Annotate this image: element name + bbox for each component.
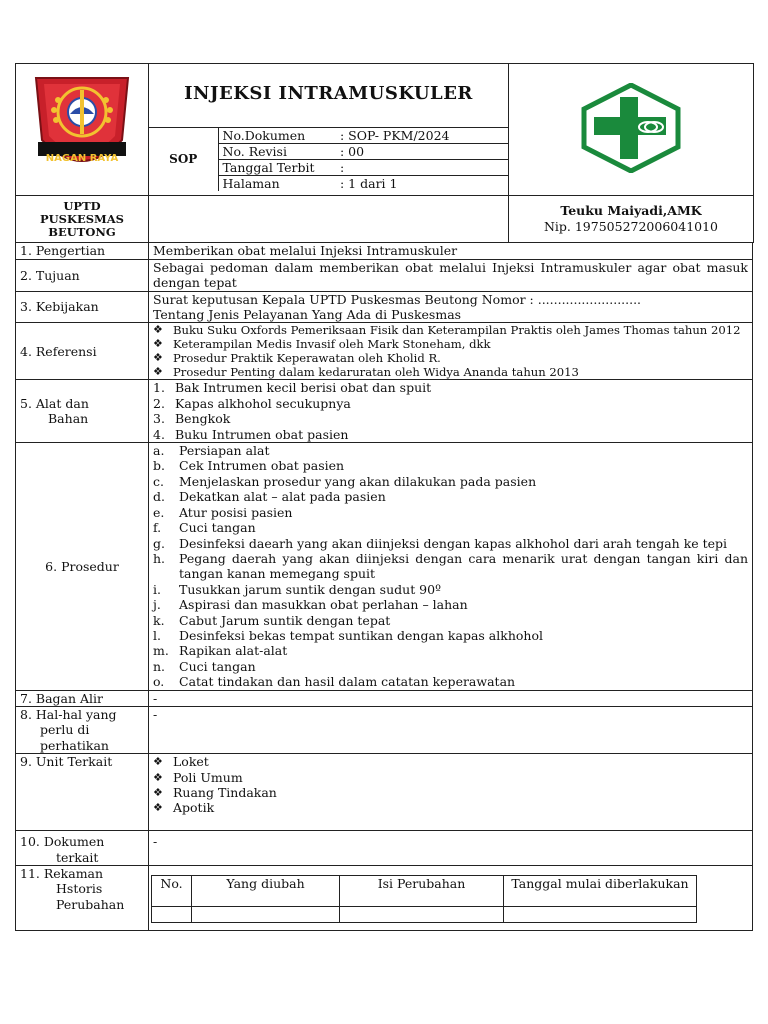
meta-key: No.Dokumen [218,128,336,144]
item-number: 3. [153,411,165,427]
label-line: perhatikan [40,737,109,753]
row-content [149,323,753,380]
list-item [153,474,748,489]
list-item [153,365,748,379]
row-label: 1. Pengertian [16,243,149,259]
list-item [153,643,748,658]
column-header: Tanggal mulai diberlakukan [504,876,697,907]
row-content [149,380,753,443]
table-header-row [152,876,697,907]
item-text: Desinfeksi daearh yang akan diinjeksi dengan kapas alkhohol dari arah tengah ke tepi [179,535,728,551]
row-label [16,831,149,866]
table-cell [340,907,504,923]
diamond-bullet-icon: ❖ [153,351,163,365]
diamond-bullet-icon: ❖ [153,801,163,815]
label-line: Hstoris [56,881,103,897]
item-text: Cuci tangan [179,520,256,536]
row-referensi [16,323,753,380]
document-title: INJEKSI INTRAMUSKULER [149,64,509,123]
item-text: Rapikan alat-alat [179,643,288,659]
row-label [16,380,149,443]
list-item [153,770,748,785]
row-rekaman [16,866,753,931]
column-header: Isi Perubahan [340,876,504,907]
list-item [153,396,748,411]
unit-text: Loket [173,754,209,770]
item-letter: e. [153,504,165,520]
row-unit-terkait [16,754,753,831]
meta-value: : 00 [336,144,508,160]
item-text: Cek Intrumen obat pasien [179,458,345,474]
row-content [149,866,753,931]
label-line: 11. Rekaman [20,866,104,881]
row-prosedur [16,443,753,691]
diamond-bullet-icon: ❖ [153,365,163,379]
logo-left-cell [16,64,149,196]
row-content: - [149,690,753,706]
item-text: Bengkok [175,411,231,427]
row-label: 9. Unit Terkait [16,754,149,831]
row-kebijakan [16,291,753,323]
item-text: Cuci tangan [179,658,256,674]
item-text: Menjelaskan prosedur yang akan dilakukan pada pasien [179,473,537,489]
label-line: 8. Hal-hal yang [20,706,117,722]
row-alat-bahan [16,380,753,443]
item-text: Dekatkan alat – alat pada pasien [179,489,386,505]
sop-label: SOP [149,128,218,192]
list-item [153,551,748,582]
row-label: 4. Referensi [16,323,149,380]
label-line: terkait [56,849,99,865]
org-row [16,196,754,243]
item-text: Buku Intrumen obat pasien [175,426,349,442]
unit-text: Ruang Tindakan [173,785,277,800]
row-content [149,754,753,831]
diamond-bullet-icon: ❖ [153,337,163,351]
list-item [153,628,748,643]
item-text: Persiapan alat [179,443,270,459]
row-label: 6. Prosedur [16,443,149,691]
list-item [153,613,748,628]
meta-key: Tanggal Terbit [218,160,336,176]
list-item [153,800,748,815]
row-tujuan [16,259,753,291]
list-item [153,785,748,800]
item-letter: f. [153,520,162,536]
row-label: 3. Kebijakan [16,291,149,323]
referensi-text: Prosedur Praktik Keperawatan oleh Kholid R. [173,351,441,366]
meta-key: No. Revisi [218,144,336,160]
item-text: Cabut Jarum suntik dengan tepat [179,612,391,628]
item-text: Desinfeksi bekas tempat suntikan dengan kapas alkhohol [179,627,543,643]
item-number: 2. [153,395,165,411]
table-cell [504,907,697,923]
diamond-bullet-icon: ❖ [153,323,163,337]
item-letter: d. [153,489,165,505]
list-item [153,520,748,535]
row-hal-hal [16,706,753,753]
meta-value: : [336,160,508,176]
item-text: Catat tindakan dan hasil dalam catatan keperawatan [179,674,516,690]
row-content: Sebagai pedoman dalam memberikan obat melalui Injeksi Intramuskuler agar obat masuk dengan tepat [149,259,753,291]
item-letter: m. [153,643,169,659]
table-cell [192,907,340,923]
item-text: Aspirasi dan masukkan obat perlahan – lahan [179,597,468,613]
diamond-bullet-icon: ❖ [153,786,163,799]
blank-cell [149,196,509,243]
puskesmas-logo-icon [580,83,682,173]
list-item [153,458,748,473]
org-line: UPTD [63,198,101,213]
list-item [153,337,748,351]
table-row [152,907,697,923]
row-label: 2. Tujuan [16,259,149,291]
item-text: Atur posisi pasien [179,504,293,520]
item-text: Bak Intrumen kecil berisi obat dan spuit [175,380,432,396]
label-line: 10. Dokumen [20,834,105,850]
org-line: PUSKESMAS [39,211,124,226]
meta-cell [149,123,509,196]
diamond-bullet-icon: ❖ [153,770,163,784]
row-content: Memberikan obat melalui Injeksi Intramuskuler [149,243,753,259]
item-text: Tusukkan jarum suntik dengan sudut 90º [179,581,441,597]
list-item [153,536,748,551]
list-item [153,351,748,365]
label-line: perlu di [40,722,90,738]
item-text: Pegang daerah yang akan diinjeksi dengan cara menarik urat dengan tangan kiri dan tangan kanan memegang spuit [179,550,748,582]
meta-value: : SOP- PKM/2024 [336,128,508,144]
item-letter: l. [153,627,161,643]
history-table [151,875,697,923]
row-bagan-alir [16,690,753,706]
row-pengertian [16,243,753,259]
column-header: No. [152,876,192,907]
signer-cell [509,196,754,243]
list-item [153,323,748,337]
row-label [16,706,149,753]
signer-name: Teuku Maiyadi,AMK [560,203,702,219]
row-dokumen-terkait [16,831,753,866]
row-content: - [149,706,753,753]
row-label: 7. Bagan Alir [16,690,149,706]
list-item [153,582,748,597]
diamond-bullet-icon: ❖ [153,755,163,769]
item-number: 4. [153,426,165,442]
item-letter: i. [153,581,161,597]
row-content: - [149,831,753,866]
row-content [149,291,753,323]
unit-text: Poli Umum [173,769,243,785]
item-letter: h. [153,550,166,566]
sop-document [15,63,753,931]
list-item [153,489,748,504]
item-letter: c. [153,473,164,489]
item-letter: k. [153,612,165,628]
list-item [153,505,748,520]
list-item [153,427,748,442]
row-label [16,866,149,931]
meta-value: : 1 dari 1 [336,176,508,192]
org-name [16,196,149,243]
list-item [153,443,748,458]
column-header: Yang diubah [192,876,340,907]
item-letter: j. [153,597,161,613]
list-item [153,597,748,612]
item-letter: b. [153,458,165,474]
meta-key: Halaman [218,176,336,192]
org-line: BEUTONG [48,224,116,239]
row-content [149,443,753,691]
signer-nip: Nip. 197505272006041010 [543,219,719,235]
kebijakan-line: Surat keputusan Kepala UPTD Puskesmas Beutong Nomor : .......................... [153,291,642,307]
item-letter: g. [153,535,165,551]
list-item [153,674,748,689]
referensi-text: Prosedur Penting dalam kedaruratan oleh Widya Ananda tahun 2013 [173,365,579,380]
emblem-text: NAGAN RAYA [45,153,119,164]
label-line: Bahan [48,411,89,427]
item-letter: n. [153,658,166,674]
list-item [153,754,748,769]
kebijakan-line: Tentang Jenis Pelayanan Yang Ada di Puskesmas [153,307,462,323]
logo-right-cell [509,64,754,196]
item-text: Kapas alkhohol secukupnya [175,395,351,411]
referensi-text: Buku Suku Oxfords Pemeriksaan Fisik dan Keterampilan Praktis oleh James Thomas tahun 2012 [173,323,741,338]
list-item [153,411,748,426]
label-line: 5. Alat dan [20,395,89,411]
unit-text: Apotik [173,800,215,816]
table-cell [152,907,192,923]
list-item [153,659,748,674]
item-letter: a. [153,443,165,459]
item-letter: o. [153,674,165,690]
referensi-text: Keterampilan Medis Invasif oleh Mark Stoneham, dkk [173,337,491,352]
item-number: 1. [153,380,165,396]
label-line: Perubahan [56,896,125,912]
header-row [16,64,754,123]
list-item [153,380,748,395]
